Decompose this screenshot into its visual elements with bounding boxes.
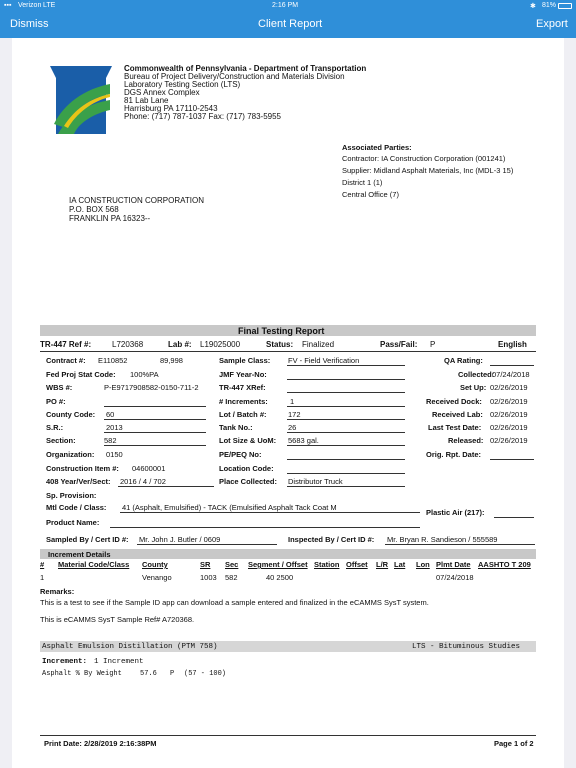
field-label: Contract #:: [46, 356, 86, 365]
field-label: JMF Year-No:: [219, 370, 267, 379]
complex: DGS Annex Complex: [124, 88, 200, 97]
field-underline: [490, 459, 534, 460]
field-value: P-E9717908582-0150-711-2: [104, 383, 199, 392]
field-label: WBS #:: [46, 383, 73, 392]
signal-icon: ▪▪▪: [4, 2, 12, 9]
plastic-air-label: Plastic Air (217):: [426, 508, 485, 517]
remarks-heading: Remarks:: [40, 587, 75, 596]
clock: 2:16 PM: [272, 2, 299, 9]
field-underline: [104, 406, 206, 407]
test-name: Asphalt Emulsion Distillation (PTM 758): [42, 643, 218, 651]
field-value: 02/26/2019: [490, 410, 528, 419]
print-date: Print Date: 2/28/2019 2:16:38PM: [44, 739, 157, 748]
field-value: 02/26/2019: [490, 383, 528, 392]
increment-heading: Increment Details: [48, 550, 111, 559]
table-cell: 582: [225, 573, 238, 582]
field-label: Lot Size & UoM:: [219, 436, 277, 445]
table-cell: 07/24/2018: [436, 573, 474, 582]
field-label: Tank No.:: [219, 423, 253, 432]
field-underline: [494, 517, 534, 518]
column-header: County: [142, 560, 168, 569]
field-label: 408 Year/Ver/Sect:: [46, 477, 111, 486]
field-label: Place Collected:: [219, 477, 277, 486]
field-underline: [104, 419, 206, 420]
increment-value: 1 Increment: [94, 658, 144, 666]
network: LTE: [43, 2, 56, 9]
sampled-by-value: Mr. John J. Butler / 0609: [139, 535, 221, 544]
field-value: 5683 gal.: [288, 436, 319, 445]
mtl-code-value: 41 (Asphalt, Emulsified) - TACK (Emulsified Asphalt Tack Coat M: [122, 503, 337, 512]
passfail-label: Pass/Fail:: [380, 340, 418, 349]
bureau: Bureau of Project Delivery/Construction and Materials Division: [124, 72, 345, 81]
field-label: Received Lab:: [432, 410, 483, 419]
field-underline: [118, 486, 214, 487]
address-line: FRANKLIN PA 16323--: [69, 214, 151, 223]
party-item: Supplier: Midland Asphalt Materials, Inc (MDL-3 15): [342, 166, 514, 175]
field-value: 02/26/2019: [490, 436, 528, 445]
field-label: Last Test Date:: [428, 423, 482, 432]
field-label: Fed Proj Stat Code:: [46, 370, 116, 379]
field-label: Received Dock:: [426, 397, 482, 406]
field-value: FV - Field Verification: [288, 356, 360, 365]
product-name-label: Product Name:: [46, 518, 100, 527]
field-label: QA Rating:: [444, 356, 483, 365]
field-underline: [287, 379, 405, 380]
column-header: Lon: [416, 560, 430, 569]
field-underline: [110, 527, 420, 528]
field-underline: [120, 512, 420, 513]
address-line: P.O. BOX 568: [69, 205, 119, 214]
field-underline: [287, 473, 405, 474]
table-cell: 1: [40, 573, 45, 582]
party-item: Contractor: IA Construction Corporation (001241): [342, 154, 506, 163]
city: Harrisburg PA 17110-2543: [124, 104, 218, 113]
column-header: Lat: [394, 560, 406, 569]
field-value: Distributor Truck: [288, 477, 343, 486]
test-lab: LTS - Bituminous Studies: [412, 643, 521, 651]
inspected-by-value: Mr. Bryan R. Sandieson / 555589: [387, 535, 498, 544]
report-page: [12, 38, 564, 768]
column-header: Material Code/Class: [58, 560, 130, 569]
field-label: Lot / Batch #:: [219, 410, 267, 419]
field-underline: [287, 459, 405, 460]
lab-section: Laboratory Testing Section (LTS): [124, 80, 241, 89]
footer-divider: [40, 735, 536, 736]
org-name: Commonwealth of Pennsylvania - Department of Transportation: [124, 64, 367, 73]
battery-percent: 81%: [542, 2, 557, 9]
status-label: Status:: [266, 340, 294, 349]
dismiss-button[interactable]: Dismiss: [10, 18, 49, 30]
column-header: AASHTO T 209: [478, 560, 531, 569]
field-value: 2013: [106, 423, 123, 432]
phone: Phone: (717) 787-1037 Fax: (717) 783-5955: [124, 112, 281, 121]
carrier: Verizon: [18, 2, 42, 9]
passfail-value: P: [430, 340, 436, 349]
result-value: 57.6: [140, 670, 157, 678]
field-underline: [287, 445, 405, 446]
field-value: 02/26/2019: [490, 423, 528, 432]
bluetooth-icon: ✱: [530, 3, 536, 10]
field-value: 172: [288, 410, 301, 419]
lab-label: Lab #:: [168, 340, 192, 349]
field-value: 100%PA: [130, 370, 159, 379]
column-header: Segment / Offset: [248, 560, 308, 569]
increment-label: Increment:: [42, 658, 88, 666]
result-label: Asphalt % By Weight: [42, 670, 122, 678]
inspected-by-label: Inspected By / Cert ID #:: [288, 535, 375, 544]
field-value: 02/26/2019: [490, 397, 528, 406]
field-label: Location Code:: [219, 464, 274, 473]
remarks-line: This is eCAMMS SysT Sample Ref# A720368.: [40, 615, 195, 624]
tr-label: TR-447 Ref #:: [40, 340, 92, 349]
penndot-keystone-logo: [44, 64, 118, 138]
field-label: Set Up:: [460, 383, 487, 392]
field-value: 26: [288, 423, 297, 432]
result-spec: (57 - 100): [184, 670, 227, 678]
remarks-line: This is a test to see if the Sample ID app can download a sample entered and finalized in the eCAMMS SysT system.: [40, 598, 429, 607]
field-label: Section:: [46, 436, 76, 445]
tr-value: L720368: [112, 340, 144, 349]
field-underline: [287, 419, 405, 420]
table-cell: 1003: [200, 573, 217, 582]
sampled-by-label: Sampled By / Cert ID #:: [46, 535, 129, 544]
field-label: PO #:: [46, 397, 66, 406]
field-value: 60: [106, 410, 115, 419]
field-underline: [104, 445, 206, 446]
field-label: Sample Class:: [219, 356, 271, 365]
divider: [40, 351, 536, 352]
column-header: L/R: [376, 560, 389, 569]
field-underline: [287, 392, 405, 393]
field-label: Construction Item #:: [46, 464, 119, 473]
field-label: County Code:: [46, 410, 96, 419]
field-value: 0150: [106, 450, 123, 459]
field-underline: [287, 432, 405, 433]
column-header: #: [40, 560, 45, 569]
report-title: Final Testing Report: [238, 326, 325, 336]
field-label: PE/PEQ No:: [219, 450, 262, 459]
page-number: Page 1 of 2: [494, 739, 534, 748]
column-header: Sec: [225, 560, 239, 569]
field-underline: [287, 365, 405, 366]
field-underline: [104, 432, 206, 433]
field-underline: [385, 544, 535, 545]
field-label: Organization:: [46, 450, 95, 459]
increment-header-bar: [40, 549, 536, 559]
table-cell: Venango: [142, 573, 172, 582]
party-item: Central Office (7): [342, 190, 399, 199]
battery-icon: [558, 3, 572, 9]
nav-bar: [0, 12, 576, 38]
field-underline: [287, 486, 405, 487]
sp-provision-label: Sp. Provision:: [46, 491, 97, 500]
field-value: 04600001: [132, 464, 166, 473]
field-label: Released:: [448, 436, 484, 445]
field-value: 89,998: [160, 356, 183, 365]
field-value: 582: [104, 436, 117, 445]
party-item: District 1 (1): [342, 178, 383, 187]
field-label: # Increments:: [219, 397, 268, 406]
field-label: Orig. Rpt. Date:: [426, 450, 482, 459]
address-line: IA CONSTRUCTION CORPORATION: [69, 196, 204, 205]
field-value: E110852: [98, 356, 128, 365]
status-bar: [0, 0, 576, 12]
field-value: 2016 / 4 / 702: [120, 477, 166, 486]
status-value: Finalized: [302, 340, 335, 349]
lab-value: L19025000: [200, 340, 241, 349]
field-label: TR-447 XRef:: [219, 383, 266, 392]
nav-title: Client Report: [258, 18, 323, 30]
parties-heading: Associated Parties:: [342, 143, 412, 152]
field-label: Collected:: [458, 370, 495, 379]
field-label: S.R.:: [46, 423, 64, 432]
result-passfail: P: [170, 670, 175, 678]
column-header: Offset: [346, 560, 368, 569]
field-underline: [287, 406, 405, 407]
column-header: Plmt Date: [436, 560, 471, 569]
street: 81 Lab Lane: [124, 96, 169, 105]
field-value: 07/24/2018: [492, 370, 530, 379]
table-cell: 40 2500: [266, 573, 294, 582]
field-underline: [137, 544, 277, 545]
column-header: Station: [314, 560, 340, 569]
export-button[interactable]: Export: [536, 18, 568, 30]
column-header: SR: [200, 560, 211, 569]
mtl-code-label: Mtl Code / Class:: [46, 503, 107, 512]
field-value: 1: [290, 397, 295, 406]
field-underline: [490, 365, 534, 366]
language: English: [498, 340, 527, 349]
